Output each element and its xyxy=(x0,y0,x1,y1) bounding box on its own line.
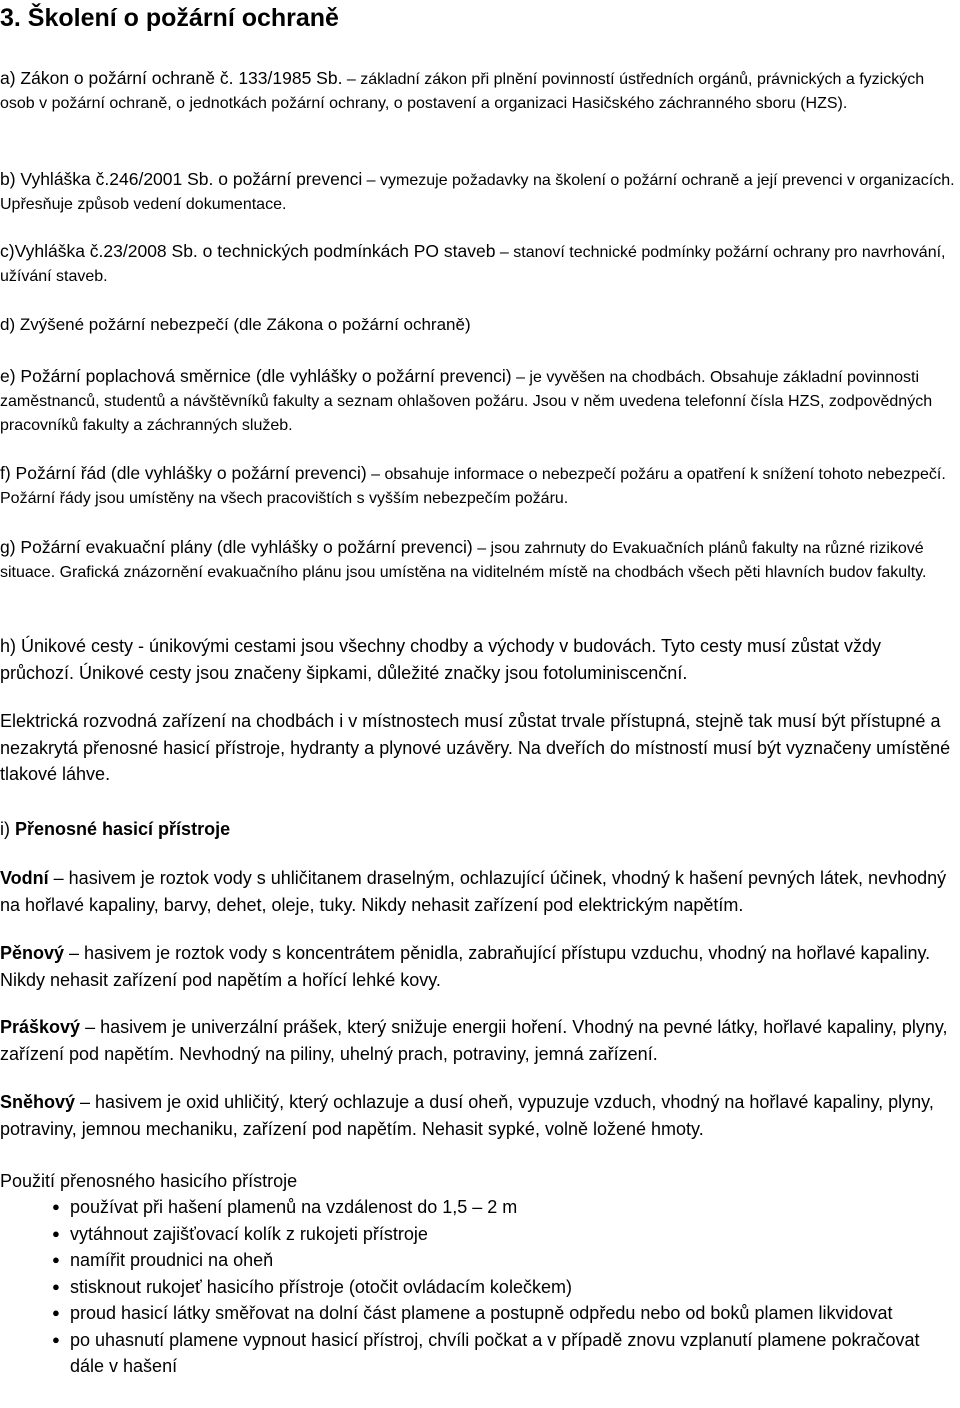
section-a xyxy=(0,66,958,116)
list-item: ● proud hasicí látky směřovat na dolní část plamene a postupně odpředu nebo od boků plamen likvidovat xyxy=(0,1300,958,1327)
section-c xyxy=(0,239,958,289)
page-title: 3. Školení o požární ochraně xyxy=(0,4,339,32)
extinguisher-desc: – hasivem je oxid uhličitý, který ochlazuje a dusí oheň, vypuzuje vzduch, vhodný na hořlavé kapaliny, plyny, potraviny, jemnou mechaniku, zařízení pod napětím. Nehasit sypké, volně ložené hmoty. xyxy=(0,1092,934,1139)
section-f-lead: f) Požární řád (dle vyhlášky o požární prevenci) xyxy=(0,463,367,483)
section-b-lead: b) Vyhláška č.246/2001 Sb. o požární prevenci xyxy=(0,169,363,189)
section-h xyxy=(0,633,958,686)
extinguisher-water xyxy=(0,865,958,918)
list-item: ● po uhasnutí plamene vypnout hasicí přístroj, chvíli počkat a v případě znovu vzplanutí plamene pokračovat dále v hašení xyxy=(0,1327,958,1380)
section-a-lead: a) Zákon o požární ochraně č. 133/1985 Sb. xyxy=(0,68,343,88)
usage-heading: Použití přenosného hasicího přístroje xyxy=(0,1171,298,1191)
list-item: ● stisknout rukojeť hasicího přístroje (otočit ovládacím kolečkem) xyxy=(0,1274,958,1301)
extinguisher-desc: – hasivem je roztok vody s uhličitanem draselným, ochlazující účinek, vhodný k hašení pevných látek, nevhodný na hořlavé kapaliny, barvy, dehet, oleje, tuky. Nikdy nehasit zařízení pod elektrickým napětím. xyxy=(0,868,947,915)
section-b-body: – vymezuje požadavky na školení o požární ochraně a její prevenci v organizacích. Upřesňuje způsob vedení dokumentace. xyxy=(0,172,955,213)
section-g xyxy=(0,535,958,585)
electric-paragraph: Elektrická rozvodná zařízení na chodbách i v místnostech musí zůstat trvale přístupná, stejně tak musí být přístupné a nezakrytá přenosné hasicí přístroje, hydranty a plynové uzávěry. Na dveřích do místností musí být vyznačeny umístěné tlakové láhve. xyxy=(0,711,951,784)
extinguisher-co2 xyxy=(0,1089,958,1142)
section-f-body: – obsahuje informace o nebezpečí požáru a opatření k snížení tohoto nebezpečí. Požární řády jsou umístěny na všech pracovištích s vyšším nebezpečím požáru. xyxy=(0,466,946,507)
extinguisher-desc: – hasivem je univerzální prášek, který snižuje energii hoření. Vhodný na pevné látky, hořlavé kapaliny, plyny, zařízení pod napětím. Nevhodný na piliny, uhelný prach, potraviny, jemná zařízení. xyxy=(0,1017,948,1064)
extinguisher-foam xyxy=(0,940,958,993)
section-d xyxy=(0,312,958,338)
section-h-text: h) Únikové cesty - únikovými cestami jsou všechny chodby a východy v budovách. Tyto cesty musí zůstat vždy průchozí. Únikové cesty jsou značeny šipkami, důležité značky jsou fotoluminiscenční. xyxy=(0,636,882,683)
section-a-body: – základní zákon při plnění povinností ústředních orgánů, právnických a fyzických osob v požární ochraně, o jednotkách požární ochrany, o postavení a organizaci Hasičského záchranného sboru (HZS). xyxy=(0,71,925,112)
extinguisher-name: Vodní xyxy=(0,868,49,888)
section-i-prefix: i) xyxy=(0,819,15,839)
section-e-lead: e) Požární poplachová směrnice (dle vyhlášky o požární prevenci) xyxy=(0,366,512,386)
section-e-body: – je vyvěšen na chodbách. Obsahuje základní povinnosti zaměstnanců, studentů a návštěvníků fakulty a seznam ohlašoven požáru. Jsou v něm uvedena telefonní čísla HZS, zodpovědných pracovníků fakulty a záchranných služeb. xyxy=(0,369,933,434)
section-e xyxy=(0,364,958,438)
section-g-body: – jsou zahrnuty do Evakuačních plánů fakulty na různé rizikové situace. Grafická znázornění evakuačního plánu jsou umístěna na viditelném místě na chodbách všech pěti hlavních budov fakulty. xyxy=(0,540,927,581)
extinguisher-powder xyxy=(0,1014,958,1067)
section-d-lead: d) Zvýšené požární nebezpečí (dle Zákona o požární ochraně) xyxy=(0,315,471,334)
usage-steps-list xyxy=(0,1194,958,1380)
section-i xyxy=(0,816,958,843)
section-i-heading: Přenosné hasicí přístroje xyxy=(15,819,231,839)
extinguisher-name: Sněhový xyxy=(0,1092,76,1112)
section-b xyxy=(0,167,958,217)
section-c-lead: c)Vyhláška č.23/2008 Sb. o technických podmínkách PO staveb xyxy=(0,241,496,261)
list-item: ● vytáhnout zajišťovací kolík z rukojeti přístroje xyxy=(0,1221,958,1248)
list-item: ● namířit proudnici na oheň xyxy=(0,1247,958,1274)
section-c-body: – stanoví technické podmínky požární ochrany pro navrhování, užívání staveb. xyxy=(0,244,946,285)
extinguisher-desc: – hasivem je roztok vody s koncentrátem pěnidla, zabraňující přístupu vzduchu, vhodný na hořlavé kapaliny. Nikdy nehasit zařízení pod napětím a hořící lehké kovy. xyxy=(0,943,931,990)
extinguisher-name: Práškový xyxy=(0,1017,81,1037)
section-f xyxy=(0,461,958,511)
section-g-lead: g) Požární evakuační plány (dle vyhlášky o požární prevenci) xyxy=(0,537,473,557)
extinguisher-name: Pěnový xyxy=(0,943,65,963)
list-item: ● používat při hašení plamenů na vzdálenost do 1,5 – 2 m xyxy=(0,1194,958,1221)
